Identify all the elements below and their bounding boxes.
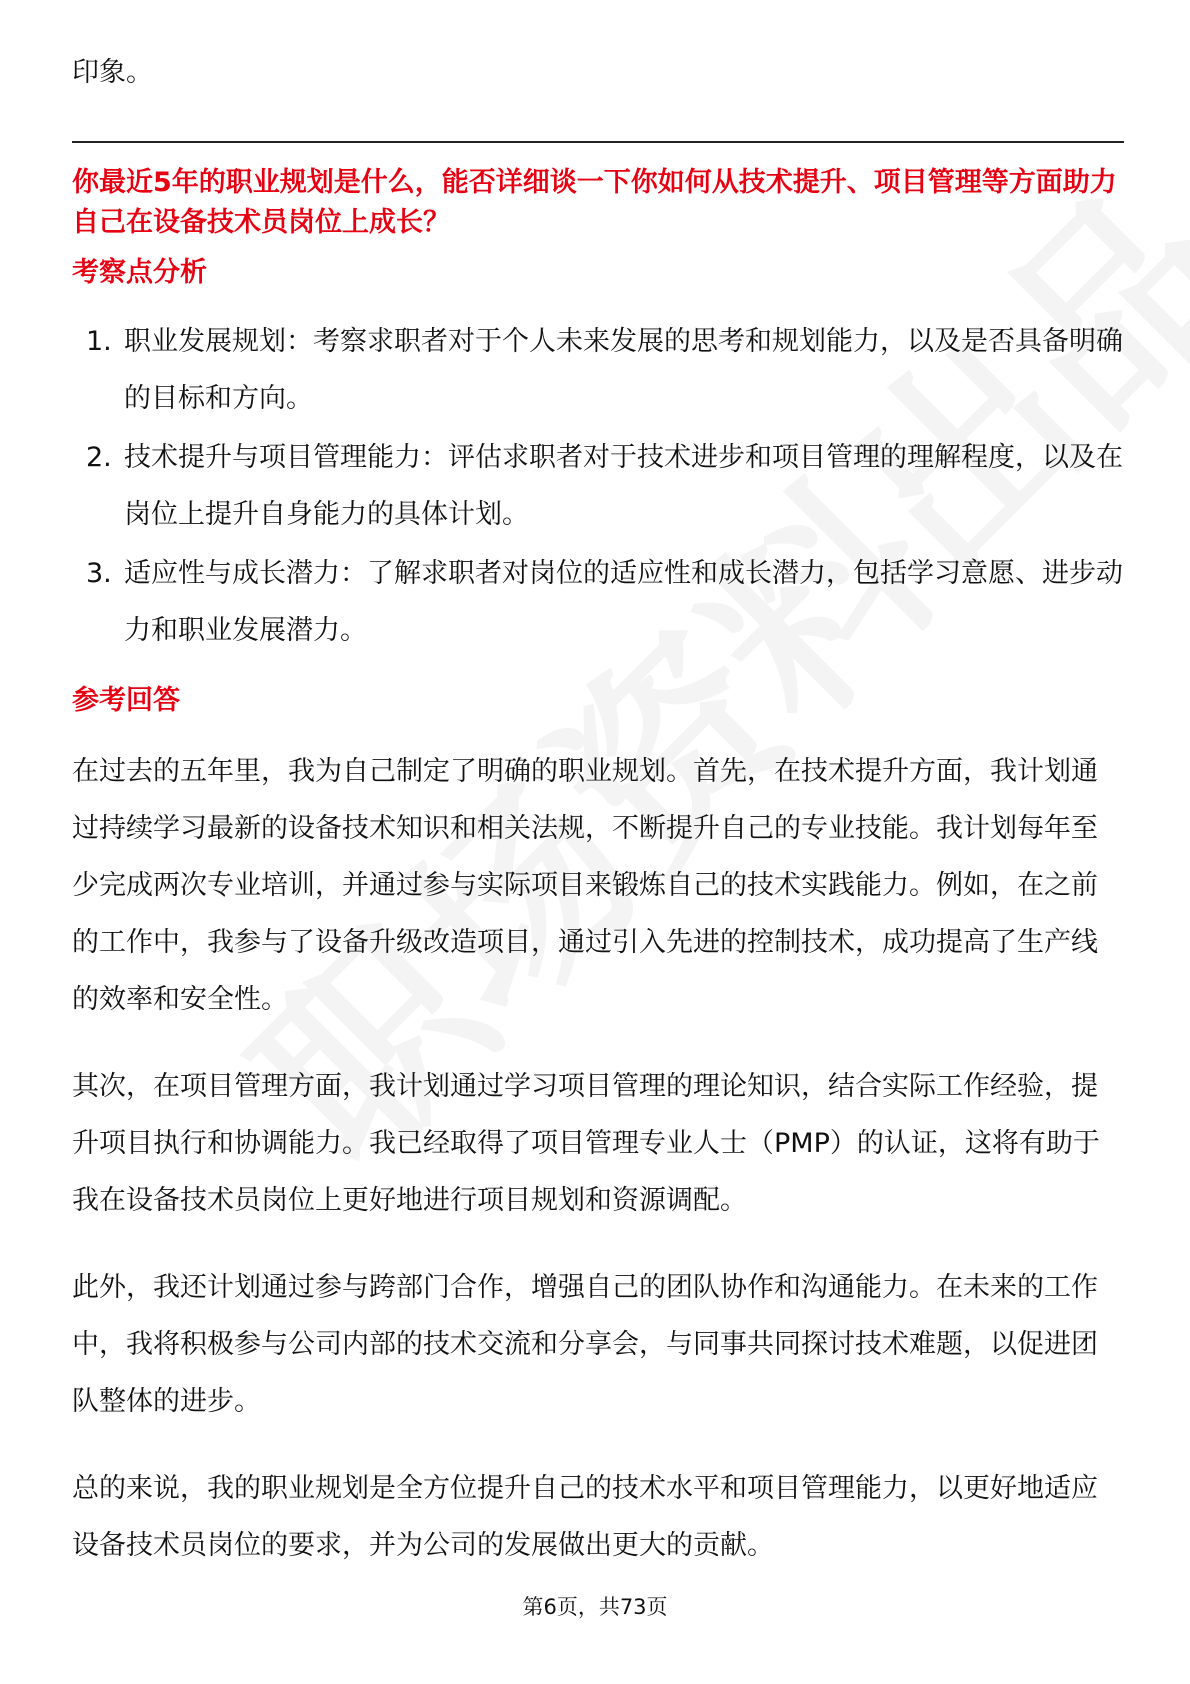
question-title: 你最近5年的职业规划是什么，能否详细谈一下你如何从技术提升、项目管理等方面助力自己在设备技术员岗位上成长？	[72, 167, 1117, 238]
analysis-item	[72, 545, 1124, 659]
analysis-item-number: 3.	[86, 558, 112, 589]
document-page	[72, 44, 1124, 1604]
answer-paragraph: 总的来说，我的职业规划是全方位提升自己的技术水平和项目管理能力，以更好地适应设备技术员岗位的要求，并为公司的发展做出更大的贡献。	[72, 1473, 1098, 1561]
analysis-item-text: 适应性与成长潜力：了解求职者对岗位的适应性和成长潜力，包括学习意愿、进步动力和职业发展潜力。	[124, 558, 1123, 646]
divider	[72, 141, 1124, 143]
analysis-item	[72, 429, 1124, 543]
answer-paragraph: 此外，我还计划通过参与跨部门合作，增强自己的团队协作和沟通能力。在未来的工作中，我将积极参与公司内部的技术交流和分享会，与同事共同探讨技术难题，以促进团队整体的进步。	[72, 1272, 1098, 1417]
answer-paragraph: 其次，在项目管理方面，我计划通过学习项目管理的理论知识，结合实际工作经验，提升项目执行和协调能力。我已经取得了项目管理专业人士（PMP）的认证，这将有助于我在设备技术员岗位上更好地进行项目规划和资源调配。	[72, 1071, 1100, 1216]
page-footer: 第6页，共73页	[522, 1595, 668, 1619]
top-fragment: 印象。	[72, 57, 153, 88]
analysis-item-text: 技术提升与项目管理能力：评估求职者对于技术进步和项目管理的理解程度，以及在岗位上提升自身能力的具体计划。	[124, 442, 1123, 530]
answer-heading: 参考回答	[72, 685, 180, 716]
analysis-list	[72, 313, 1124, 659]
analysis-heading: 考察点分析	[72, 257, 207, 288]
analysis-item	[72, 313, 1124, 427]
analysis-item-number: 1.	[86, 326, 112, 357]
answer-paragraph: 在过去的五年里，我为自己制定了明确的职业规划。首先，在技术提升方面，我计划通过持续学习最新的设备技术知识和相关法规，不断提升自己的专业技能。我计划每年至少完成两次专业培训，并通过参与实际项目来锻炼自己的技术实践能力。例如，在之前的工作中，我参与了设备升级改造项目，通过引入先进的控制技术，成功提高了生产线的效率和安全性。	[72, 756, 1098, 1015]
analysis-item-text: 职业发展规划：考察求职者对于个人未来发展的思考和规划能力，以及是否具备明确的目标和方向。	[124, 326, 1123, 414]
analysis-item-number: 2.	[86, 442, 112, 473]
